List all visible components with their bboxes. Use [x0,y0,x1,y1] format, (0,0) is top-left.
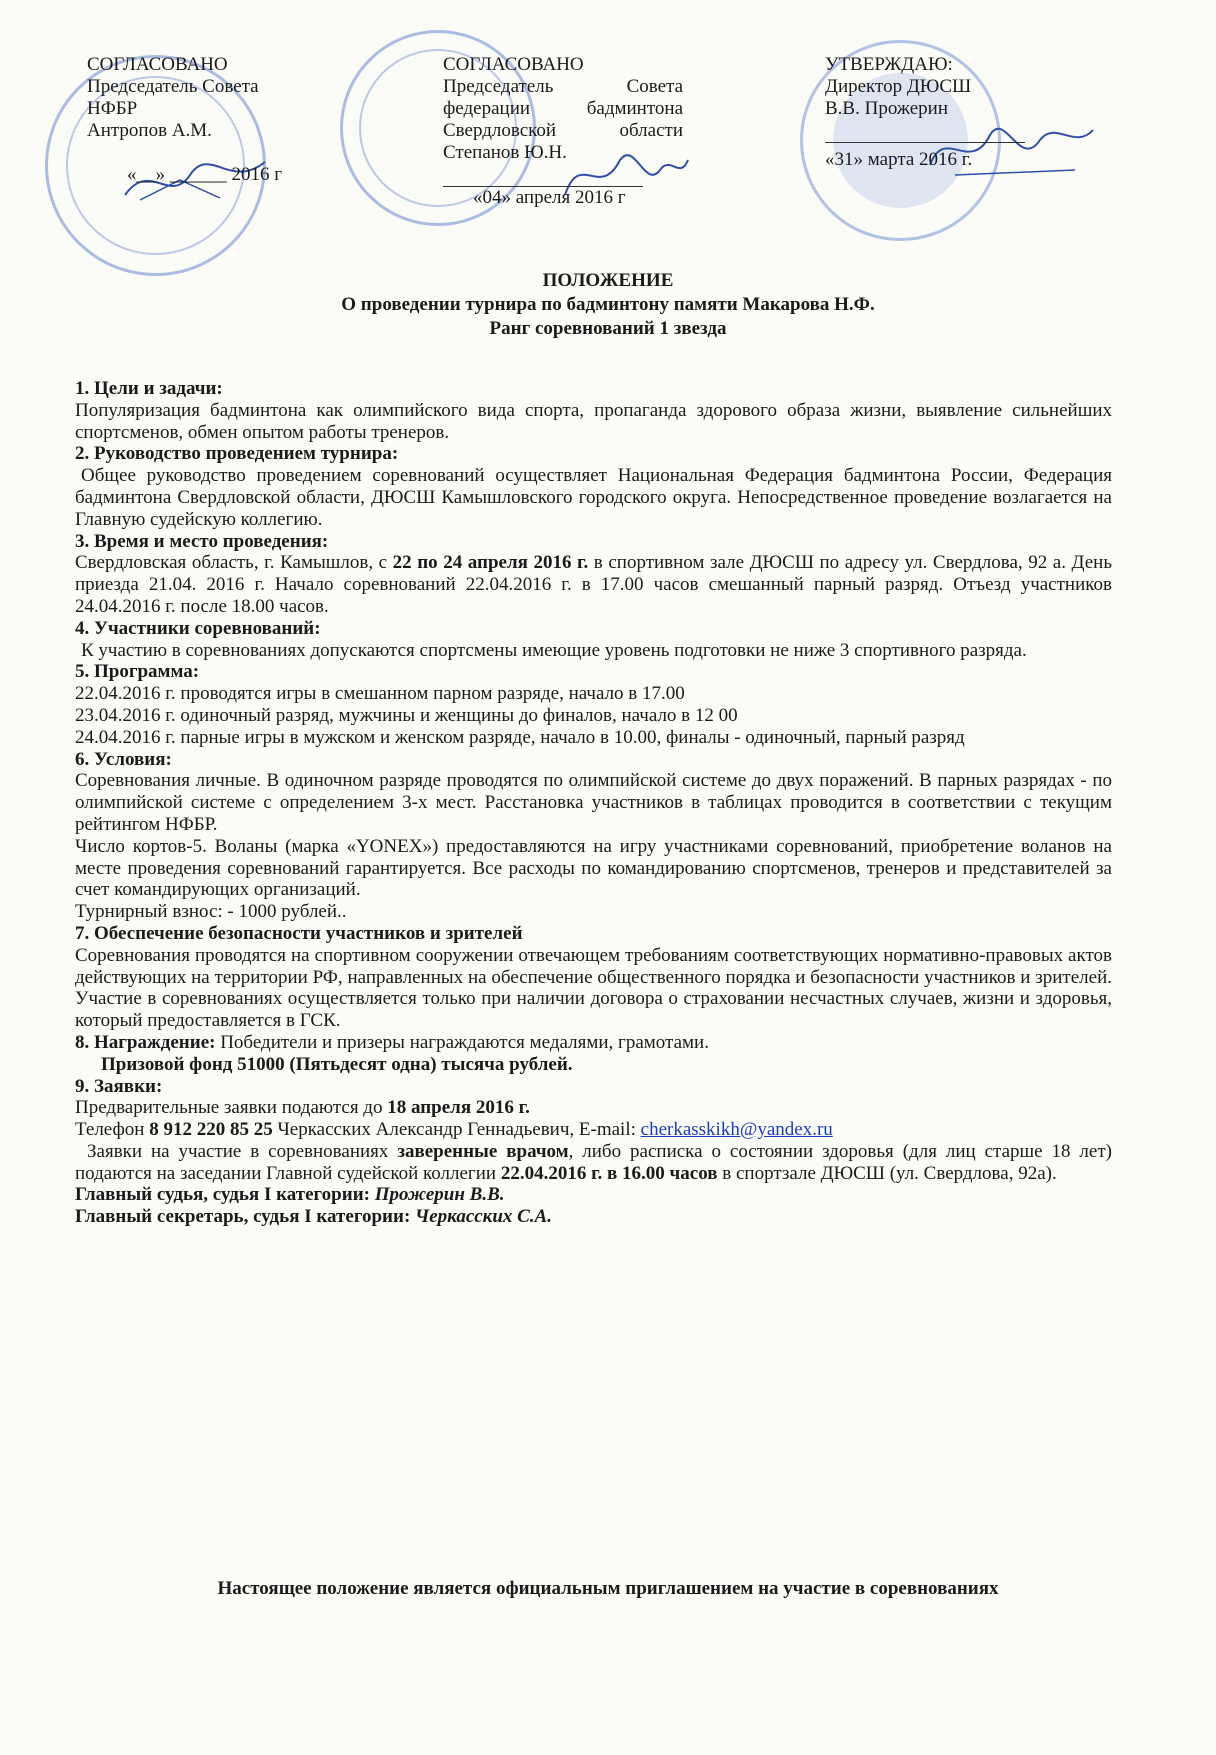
approval-word: бадминтона [586,98,683,119]
section-heading: 3. Время и место проведения: [75,530,329,552]
section-heading: 4. Участники соревнований: [75,617,321,639]
email-link[interactable]: cherkasskikh@yandex.ru [640,1119,833,1141]
approval-federation [443,54,683,209]
section-text: Соревнования личные. В одиночном разряде проводятся по олимпийской системе до двух поражений. В парных разрядах - по олимпийской системе с определением 3-х мест. Расстановка участников в таблицах проводится в соответствии с текущим рейтингом НФБР. [75,770,1112,835]
document-title: ПОЛОЖЕНИЕ [542,270,674,291]
approval-heading: СОГЛАСОВАНО [443,54,584,75]
approval-date: «04» апреля 2016 г [473,187,626,208]
approval-date: «__» ______ 2016 г [127,164,283,185]
section-text: Популяризация бадминтона как олимпийского вида спорта, пропаганда здорового образа жизни, выявление сильнейших спортсменов, обмен опытом работы тренеров. [75,399,1112,443]
section-text: Общее руководство проведением соревнований осуществляет Национальная Федерация бадминтона России, Федерация бадминтона Свердловской области, ДЮСШ Камышловского городского округа. Непосредственное проведение возлагается на Главную судейскую коллегию. [75,465,1112,530]
approval-word: Председатель [443,76,554,97]
section-heading: 7. Обеспечение безопасности участников и зрителей [75,922,523,944]
invitation-note: Настоящее положение является официальным приглашением на участие в соревнованиях [217,1578,999,1599]
section-text: Свердловская область, г. Камышлов, с 22 по 24 апреля 2016 г. в спортивном зале ДЮСШ по адресу ул. Свердлова, 92 а. День приезда 21.04. 2016 г. Начало соревнований 22.04.2016 г. в 17.00 часов смешанный парный разряд. Отъезд участников 24.04.2016 г. после 18.00 часов. [75,552,1112,617]
document-body [75,378,1112,1228]
program-line: 23.04.2016 г. одиночный разряд, мужчины и женщины до финалов, начало в 12 00 [75,704,738,726]
contact-line: Телефон 8 912 220 85 25 Черкасских Александр Геннадьевич, E-mail: cherkasskikh@yandex.ru [75,1119,833,1141]
section-heading: 9. Заявки: [75,1075,163,1097]
phone-number: 8 912 220 85 25 [149,1119,273,1141]
section-text: Число кортов-5. Воланы (марка «YONEX») предоставляются на игру участниками соревнований, приобретение воланов на месте проведения соревнований гарантируется. Все расходы по командированию спортсменов, тренеров и представителей за счет командирующих организаций. [75,835,1112,901]
section-text: 8. Награждение: Победители и призеры награждаются медалями, грамотами. [75,1031,709,1053]
section-text: Соревнования проводятся на спортивном сооружении отвечающем требованиям соответствующих нормативно-правовых актов действующих на территории РФ, направленных на обеспечение общественного порядка и безопасности участников и зрителей. Участие в соревнованиях осуществляется только при наличии договора о страховании несчастных случаев, жизни и здоровья, который предоставляется в ГСК. [75,944,1112,1032]
approval-date: «31» марта 2016 г. [825,149,973,170]
deadline: 18 апреля 2016 г. [387,1097,530,1119]
approval-word: Совета [626,76,683,97]
approval-word: федерации [443,98,531,119]
section-heading: 5. Программа: [75,661,200,683]
approval-heading: СОГЛАСОВАНО [87,54,228,75]
section-heading: 1. Цели и задачи: [75,378,223,399]
program-line: 24.04.2016 г. парные игры в мужском и женском разряде, начало в 10.00, финалы - одиночный, парный разряд [75,726,965,748]
approval-org: НФБР [87,98,138,119]
approval-heading: УТВЕРЖДАЮ: [825,54,953,75]
section-text: К участию в соревнованиях допускаются спортсмены имеющие уровень подготовки не ниже 3 спортивного разряда. [81,639,1027,661]
document-rank: Ранг соревнований 1 звезда [489,318,727,339]
approval-person: Степанов Ю.Н. [443,142,567,163]
section-text: Предварительные заявки подаются до 18 апреля 2016 г. [75,1097,530,1119]
document-subtitle: О проведении турнира по бадминтону памяти Макарова Н.Ф. [341,294,875,315]
approval-person: Антропов А.М. [87,120,212,141]
approval-position: Директор ДЮСШ [825,76,972,97]
chief-judge: Главный судья, судья I категории: Прожерин В.В. [75,1184,505,1206]
prize-fund: Призовой фонд 51000 (Пятьдесят одна) тысяча рублей. [101,1053,573,1075]
approval-nfbr [87,54,297,186]
approval-position: Председатель Совета [87,76,259,97]
program-line: 22.04.2016 г. проводятся игры в смешанном парном разряде, начало в 17.00 [75,683,685,705]
signature-line [443,164,643,187]
section-text: Заявки на участие в соревнованиях заверенные врачом, либо расписка о состоянии здоровья (для лиц старше 18 лет) подаются на заседании Главной судейской коллегии 22.04.2016 г. в 16.00 часов в спортзале ДЮСШ (ул. Свердлова, 92а). [75,1140,1112,1184]
event-dates: 22 по 24 апреля 2016 г. [392,552,589,574]
section-text: Турнирный взнос: - 1000 рублей.. [75,901,347,923]
section-heading: 2. Руководство проведением турнира: [75,443,399,465]
approval-director [825,54,1065,171]
chief-secretary: Главный секретарь, судья I категории: Черкасских С.А. [75,1206,552,1228]
approval-word: области [619,120,683,141]
approval-person: В.В. Прожерин [825,98,948,119]
section-heading: 8. Награждение: [75,1031,216,1053]
section-heading: 6. Условия: [75,748,172,770]
approval-word: Свердловской [443,120,557,141]
signature-line [825,120,1025,143]
